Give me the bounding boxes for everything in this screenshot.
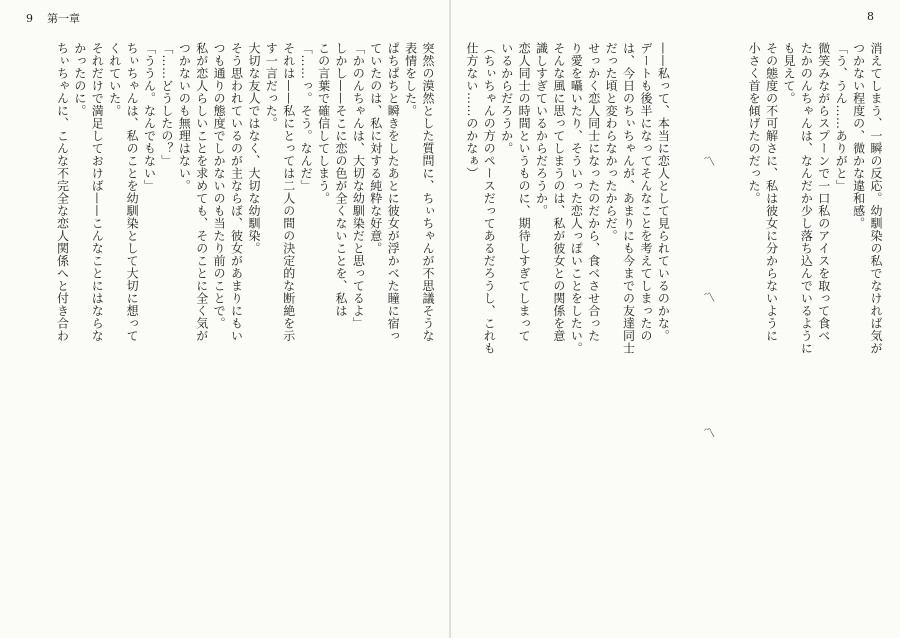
text-line: 突然の漠然とした質問に、ちぃちゃんが不思議そうな — [421, 42, 435, 342]
text-line: いるからだろうか。 — [499, 42, 514, 155]
text-line: この言葉で確信してしまう。 — [316, 42, 331, 205]
right-page-number: 8 — [867, 10, 874, 23]
text-line: 恋人同士の時間というものに、期待しすぎてしまって — [517, 42, 532, 342]
text-line: 大切な友人ではなく、大切な幼馴染。 — [246, 42, 261, 255]
text-line: ていたのは、私に対する純粋な好意。 — [368, 42, 383, 255]
text-line: それは——私にとっては二人の間の決定的な断絶を示 — [281, 42, 296, 342]
text-line: その態度の不可解さに、私は彼女に分からないように — [764, 42, 779, 342]
text-line: つかない程度の、微かな違和感。 — [851, 42, 866, 230]
text-line: かったのに。 — [72, 42, 87, 117]
text-line: 仕方ない……のかなぁ） — [464, 42, 479, 180]
left-page-number: 9 — [26, 12, 33, 25]
text-line: そう思われているのが主ならば、彼女があまりにもい — [229, 42, 244, 342]
right-page-header — [867, 10, 874, 23]
text-line: 「う、うん……ありがと」 — [834, 42, 849, 192]
text-line: そんな風に思ってしまうのは、私が彼女との関係を意 — [551, 42, 566, 342]
right-page-text — [464, 42, 884, 612]
text-line: 「ううん。なんでもない」 — [142, 42, 157, 192]
text-line: ぱちぱちと瞬きをしたあとに彼女が浮かべた瞳に宿っ — [386, 42, 401, 342]
text-line: ちぃちゃんは、私のことを幼馴染として大切に想って — [125, 42, 140, 342]
text-line: す一言だった。 — [264, 42, 279, 130]
text-line: それだけで満足しておけば——こんなことにはならな — [90, 42, 105, 342]
text-line: つも通りの態度でしかないのも当たり前のことで。 — [212, 42, 227, 330]
text-line: ——私って、本当に恋人として見られているのかな。 — [656, 42, 671, 342]
text-line: 小さく首を傾げたのだった。 — [747, 42, 762, 205]
text-line: 消えてしまう、一瞬の反応。幼馴染の私でなければ気が — [869, 42, 883, 355]
text-line: 「……っ。そう。なんだ」 — [299, 42, 314, 192]
text-line: も見えて。 — [781, 42, 796, 105]
left-chapter-title: 第一章 — [47, 12, 80, 25]
text-line: ちぃちゃんに、こんな不完全な恋人関係へと付き合わ — [55, 42, 70, 342]
text-line: は、今日のちぃちゃんが、あまりにも今までの友達同士 — [621, 42, 636, 355]
left-page — [18, 42, 436, 612]
text-line: 私が恋人らしいことを求めても、そのことに全く気が — [194, 42, 209, 342]
text-line: つかないのも無理はない。 — [177, 42, 192, 192]
text-line: 「かのんちゃんは、大切な幼馴染だと思ってるよ」 — [351, 42, 366, 330]
text-line: り愛を囁いたり、そういった恋人っぽいことをしたい。 — [569, 42, 584, 355]
text-line: （ちぃちゃんの方のペースだってあるだろうし、これも — [482, 42, 497, 355]
left-page-header — [26, 10, 80, 26]
text-line: 表情をした。 — [403, 42, 418, 117]
text-line: 識しすぎているからだろうか。 — [534, 42, 549, 217]
text-line: 微笑みながらスプーンで一口私のアイスを取って食べ — [816, 42, 831, 342]
left-page-text — [18, 42, 436, 612]
text-line: 「……どうしたの？」 — [159, 42, 174, 167]
right-page — [464, 42, 884, 612]
scene-break: 〽 〽 〽 — [701, 155, 716, 499]
text-line: だった頃と変わらなかったからだ。 — [604, 42, 619, 242]
text-line: くれていた。 — [107, 42, 122, 117]
book-gutter — [449, 0, 451, 638]
text-line: せっかく恋人同士になったのだから、食べさせ合った — [586, 42, 601, 342]
text-line: たかのんちゃんは、なんだか少し落ち込んでいるように — [799, 42, 814, 355]
text-line: しかし——そこに恋の色が全くないことを、私は — [333, 42, 348, 317]
text-line: デートも後半になってそんなことを考えてしまったの — [638, 42, 653, 342]
